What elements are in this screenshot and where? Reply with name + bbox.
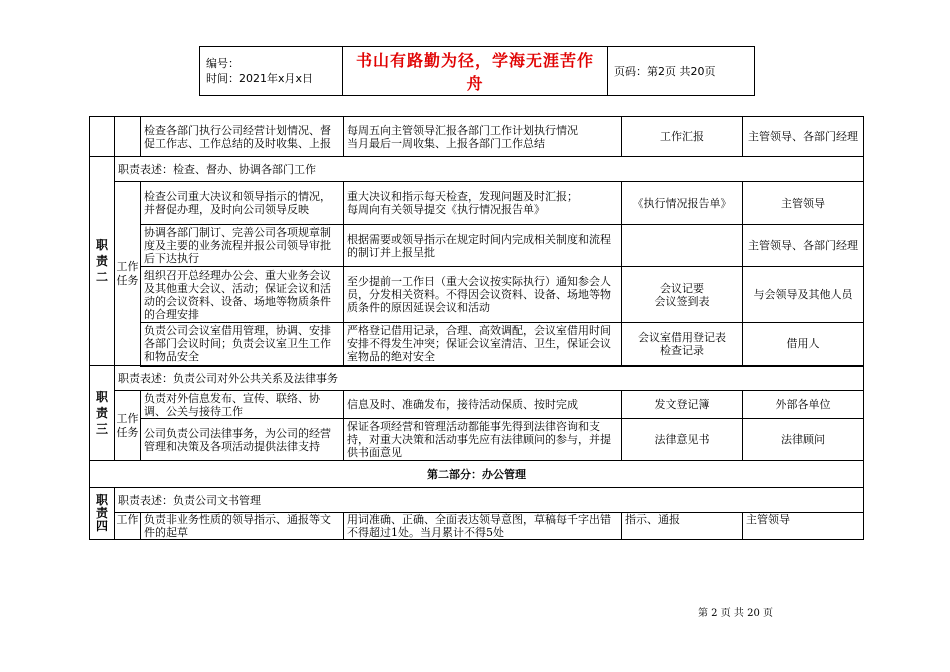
task-description: 公司负责公司法律事务，为公司的经营管理和决策及各项活动提供法律支持 [141,419,344,461]
header-meta [200,47,343,96]
page-footer: 第 2 页 共 20 页 [698,608,773,619]
task-label: 工作 [115,513,141,540]
table-row [90,157,864,182]
duty-label-cell [90,117,115,157]
task-description: 负责非业务性质的领导指示、通报等文件的起草 [141,513,344,540]
duty-label: 职 责 三 [90,366,115,461]
related-party: 主管领导、各部门经理 [743,117,864,157]
task-description: 组织召开总经理办公会、重大业务会议及其他重大会议、活动；保证会议和活动的会议资料、设备、场地等物质条件的合理安排 [141,267,344,323]
table-row [90,225,864,267]
table-row [90,267,864,323]
header-slogan: 书山有路勤为径，学海无涯苦作舟 [343,47,608,96]
task-description: 检查各部门执行公司经营计划情况、督促工作志、工作总结的及时收集、上报 [141,117,344,157]
table-row [90,323,864,366]
work-standard: 根据需要或领导指示在规定时间内完成相关制度和流程的制订并上报呈批 [344,225,622,267]
table-row [90,513,864,540]
duty-summary: 职责表述：负责公司文书管理 [115,488,864,513]
task-label: 工作 任务 [115,391,141,461]
header-page-label: 页码：第2页 共20页 [608,47,755,96]
task-description: 负责对外信息发布、宣传、联络、协调、公关与接待工作 [141,391,344,419]
work-record: 工作汇报 [622,117,743,157]
work-standard: 至少提前一工作日（重大会议按实际执行）通知参会人员，分发相关资料。不得因会议资料、设备、场地等物质条件的原因延误会议和活动 [344,267,622,323]
duty-summary: 职责表述：检查、督办、协调各部门工作 [115,157,864,182]
task-description: 负责公司会议室借用管理，协调、安排各部门会议时间；负责会议室卫生工作和物品安全 [141,323,344,366]
related-party: 法律顾问 [743,419,864,461]
task-description: 检查公司重大决议和领导指示的情况，并督促办理，及时向公司领导反映 [141,182,344,225]
related-party: 主管领导、各部门经理 [743,225,864,267]
page-header [199,46,755,96]
work-record: 会议记要 会议签到表 [622,267,743,323]
related-party: 外部各单位 [743,391,864,419]
work-standard: 严格登记借用记录，合理、高效调配，会议室借用时间安排不得发生冲突；保证会议室清洁、卫生，保证会议室物品的绝对安全 [344,323,622,366]
related-party: 主管领导 [743,182,864,225]
table-row [90,117,864,157]
table-row [90,419,864,461]
duty-summary: 职责表述：负责公司对外公共关系及法律事务 [115,366,864,391]
related-party: 借用人 [743,323,864,366]
task-description: 协调各部门制订、完善公司各项规章制度及主要的业务流程并报公司领导审批后下达执行 [141,225,344,267]
time-label: 时间：2021年x月x日 [206,72,314,85]
work-record: 指示、通报 [622,513,743,540]
number-label: 编号： [206,57,239,70]
work-record [622,225,743,267]
section-row [90,461,864,488]
duty-label: 职 责 二 [90,157,115,366]
work-record: 发文登记簿 [622,391,743,419]
work-standard: 保证各项经营和管理活动都能事先得到法律咨询和支持，对重大决策和活动事先应有法律顾问的参与，并提供书面意见 [344,419,622,461]
work-standard: 信息及时、准确发布，接待活动保质、按时完成 [344,391,622,419]
duty-table [89,116,864,540]
related-party: 与会领导及其他人员 [743,267,864,323]
table-row [90,366,864,391]
work-standard: 重大决议和指示每天检查，发现问题及时汇报； 每周向有关领导提交《执行情况报告单》 [344,182,622,225]
task-label: 工作 任务 [115,182,141,366]
section-title: 第二部分：办公管理 [90,461,864,488]
work-record: 法律意见书 [622,419,743,461]
table-row [90,391,864,419]
work-standard: 用词准确、正确、全面表达领导意图，草稿每千字出错不得超过1处。当月累计不得5处 [344,513,622,540]
related-party: 主管领导 [743,513,864,540]
duty-label: 职 责 四 [90,488,115,540]
task-label-cell [115,117,141,157]
table-row [90,182,864,225]
work-standard: 每周五向主管领导汇报各部门工作计划执行情况 当月最后一周收集、上报各部门工作总结 [344,117,622,157]
work-record: 会议室借用登记表 检查记录 [622,323,743,366]
table-row [90,488,864,513]
work-record: 《执行情况报告单》 [622,182,743,225]
